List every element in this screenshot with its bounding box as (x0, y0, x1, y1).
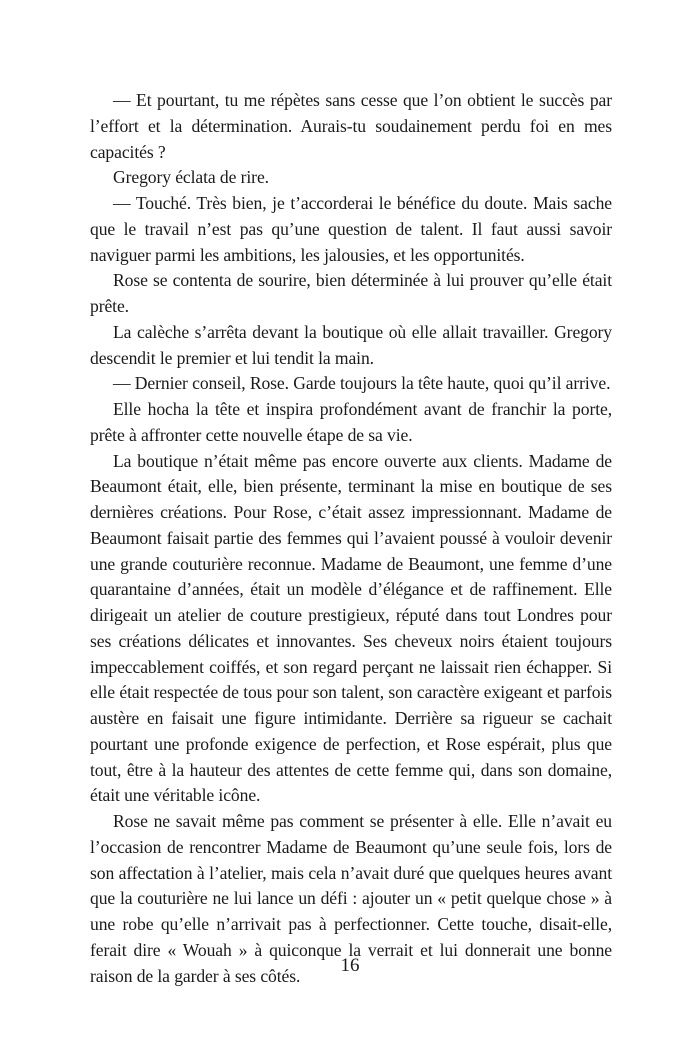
page-body (90, 88, 612, 989)
paragraph-gregory-laughs: Gregory éclata de rire. (113, 167, 269, 188)
paragraph-madame-de-beaumont: La boutique n’était même pas encore ouverte aux clients. Madame de Beaumont était, elle, bien présente, terminant la mise en boutique de ses dernières créations. Pour Rose, c’était assez impressionnant. Madame de Beaumont faisait partie des femmes qui l’avaient poussé à vouloir devenir une grande couturière reconnue. Madame de Beaumont, une femme d’une quarantaine d’années, était un modèle d’élégance et de raffinement. Elle dirigeait un atelier de couture prestigieux, réputé dans tout Londres pour ses créations délicates et innovantes. Ses cheveux noirs étaient toujours impeccablement coiffés, et son regard perçant ne laissait rien échapper. Si elle était respectée de tous pour son talent, son caractère exigeant et parfois austère en faisait une figure intimidante. Derrière sa rigueur se cachait pourtant une profonde exigence de perfection, et Rose espérait, plus que tout, être à la hauteur des attentes de cette femme qui, dans son domaine, était une véritable icône. (90, 450, 612, 806)
paragraph-rose-smiles: Rose se contenta de sourire, bien déterminée à lui prouver qu’elle était prête. (90, 270, 612, 316)
paragraph-rose-nods: Elle hocha la tête et inspira profondément avant de franchir la porte, prête à affronter cette nouvelle étape de sa vie. (90, 399, 612, 445)
paragraph-dialogue-pourtant: — Et pourtant, tu me répètes sans cesse que l’on obtient le succès par l’effort et la détermination. Aurais-tu soudainement perdu foi en mes capacités ? (90, 90, 612, 162)
paragraph-carriage-stops: La calèche s’arrêta devant la boutique où elle allait travailler. Gregory descendit le premier et lui tendit la main. (90, 321, 612, 368)
paragraph-rose-introduction: Rose ne savait même pas comment se présenter à elle. Elle n’avait eu l’occasion de rencontrer Madame de Beaumont qu’une seule fois, lors de son affectation à l’atelier, mais cela n’avait duré que quelques heures avant que la couturière ne lui lance un défi : ajouter un « petit quelque chose » à une robe qu’elle n’arrivait pas à perfectionner. Cette touche, disait-elle, ferait dire « Wouah » à quiconque la verrait et lui donnerait une bonne raison de la garder à ses côtés. (90, 811, 612, 986)
paragraph-dialogue-last-advice: — Dernier conseil, Rose. Garde toujours la tête haute, quoi qu’il arrive. (113, 373, 611, 394)
page-number: 16 (340, 955, 360, 976)
paragraph-dialogue-touche: — Touché. Très bien, je t’accorderai le bénéfice du doute. Mais sache que le travail n’est pas qu’une question de talent. Il faut aussi savoir naviguer parmi les ambitions, les jalousies, et les opportunités. (90, 193, 612, 265)
